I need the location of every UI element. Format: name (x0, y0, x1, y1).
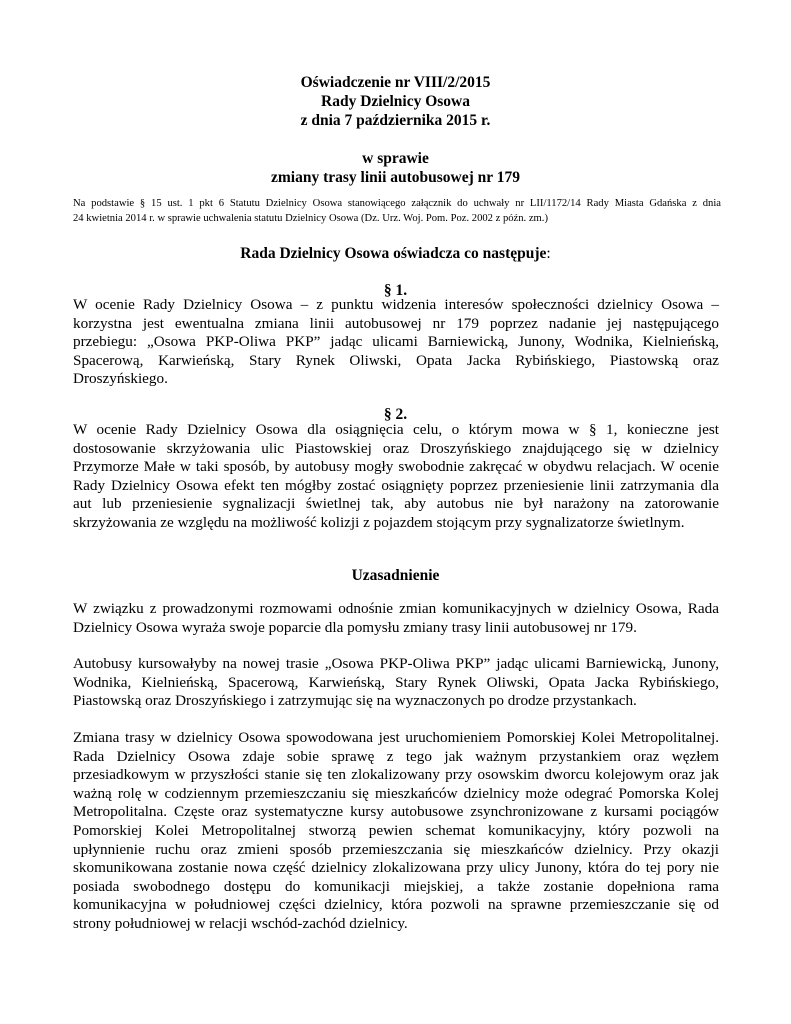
section-1-line: Droszyńskiego. (73, 370, 168, 388)
subject-intro: w sprawie (362, 150, 429, 167)
justification-line: Pomorskiej Kolei Metropolitalnej stworzą pewien schemat komunikacyjny, który pozwoli na (73, 821, 719, 839)
justification-line: przesiadkowym w przyszłości stanie się ten zlokalizowany przy osowskim dworcu kolejowym oraz jak (73, 766, 719, 784)
justification-line: Rada Dzielnicy Osowa zdaje sobie sprawę z tego jak ważnym przystankiem oraz węzłem (73, 747, 719, 765)
subject-title: zmiany trasy linii autobusowej nr 179 (270, 169, 521, 186)
section-2-line: skrzyżowania ze względu na możliwość kolizji z pojazdem stojącym przy sygnalizatorze świetlnym. (73, 513, 685, 531)
legal-basis-line: Na podstawie § 15 ust. 1 pkt 6 Statutu Dzielnicy Osowa stanowiącego załącznik do uchwały nr LII/1172/14 Rady Miasta Gdańska z dnia (73, 198, 721, 209)
legal-basis-line: 24 kwietnia 2014 r. w sprawie uchwalenia statutu Dzielnicy Osowa (Dz. Urz. Woj. Pom. Poz. 2002 z późn. zm.) (73, 213, 548, 224)
section-2-line: Przymorze Małe w taki sposób, by autobusy mogły swobodnie zakręcać w obydwu relacjach. W ocenie (73, 458, 719, 476)
section-2-line: dostosowanie skrzyżowania ulic Piastowskiej oraz Droszyńskiego znajdującego się w dzielnicy (73, 439, 719, 457)
section-1-line: W ocenie Rady Dzielnicy Osowa – z punktu widzenia interesów społeczności dzielnicy Osowa – (73, 296, 719, 313)
justification-heading: Uzasadnienie (351, 567, 440, 584)
section-1-line: przebiegu: „Osowa PKP-Oliwa PKP” jadąc ulicami Barniewicką, Junony, Wodnika, Kielnieńską, (73, 333, 719, 351)
justification-line: strony południowej w relacji wschód-zachód dzielnicy. (73, 914, 408, 932)
justification-line: posiada swobodnego dostępu do komunikacji miejskiej, a także zostanie dopełniona rama (73, 877, 719, 895)
section-2-heading: § 2. (383, 406, 408, 423)
justification-line: Zmiana trasy w dzielnicy Osowa spowodowana jest uruchomieniem Pomorskiej Kolei Metropolitalnej. (73, 729, 719, 746)
declaration-heading (0, 244, 791, 263)
justification-line: komunikacyjna w południowej części dzielnicy, która pozwoli na sprawne przemieszczanie się od (73, 896, 719, 914)
justification-line: Wodnika, Kielnieńską, Spacerową, Karwieńską, Stary Rynek Oliwski, Opata Jacka Rybińskiego, (73, 673, 719, 691)
justification-line: skomunikowana zostanie nowa część dzielnicy zlokalizowana przy ulicy Junony, która do tej pory nie (73, 859, 719, 877)
section-2-line: Rady Dzielnicy Osowa efekt ten mógłby zostać osiągnięty poprzez przeniesienie linii zatrzymania dla (73, 476, 719, 494)
section-1-line: Spacerową, Karwieńską, Stary Rynek Oliwski, Opata Jacka Rybińskiego, Piastowską oraz (73, 351, 719, 369)
justification-line: upłynnienie ruchu oraz zmieni sposób przemieszczania się mieszkańców dzielnicy. Przy okazji (73, 840, 719, 858)
declaration-text: Rada Dzielnicy Osowa oświadcza co następuje (240, 245, 547, 262)
issuing-body: Rady Dzielnicy Osowa (321, 93, 470, 110)
justification-line: Dzielnicy Osowa wyraża swoje poparcie dla pomysłu zmiany trasy linii autobusowej nr 179. (73, 618, 637, 636)
justification-line: ważną rolę w codziennym przemieszczaniu się mieszkańców dzielnicy może odegrać Pomorska Kolej (73, 784, 719, 802)
justification-line: Piastowską oraz Droszyńskiego i zatrzymując się na wyznaczonych po drodze przystankach. (73, 692, 637, 710)
document-date: z dnia 7 października 2015 r. (300, 112, 491, 129)
justification-line: Metropolitalna. Częste oraz systematyczne kursy autobusowe zsynchronizowane z kursami pociągów (73, 803, 719, 821)
justification-paragraph-2 (73, 655, 719, 711)
section-2-line: W ocenie Rady Dzielnicy Osowa dla osiągnięcia celu, o którym mowa w § 1, konieczne jest (73, 421, 719, 438)
section-1-heading: § 1. (383, 282, 408, 299)
legal-basis (73, 196, 721, 226)
section-2-body (73, 421, 719, 533)
section-1-body (73, 296, 719, 389)
justification-line: W związku z prowadzonymi rozmowami odnośnie zmian komunikacyjnych w dzielnicy Osowa, Rada (73, 600, 719, 617)
justification-paragraph-3 (73, 729, 719, 934)
declaration-colon: : (546, 245, 551, 262)
justification-paragraph-1 (73, 600, 719, 637)
justification-line: Autobusy kursowałyby na nowej trasie „Osowa PKP-Oliwa PKP” jadąc ulicami Barniewicką, Junony, (73, 655, 719, 672)
section-1-line: korzystna jest ewentualna zmiana linii autobusowej nr 179 poprzez nadanie jej następującego (73, 314, 719, 332)
document-title: Oświadczenie nr VIII/2/2015 (300, 74, 491, 91)
section-2-line: aut lub przeniesienie sygnalizacji świetlnej tak, aby autobus nie był narażony na zatorowanie (73, 495, 719, 513)
